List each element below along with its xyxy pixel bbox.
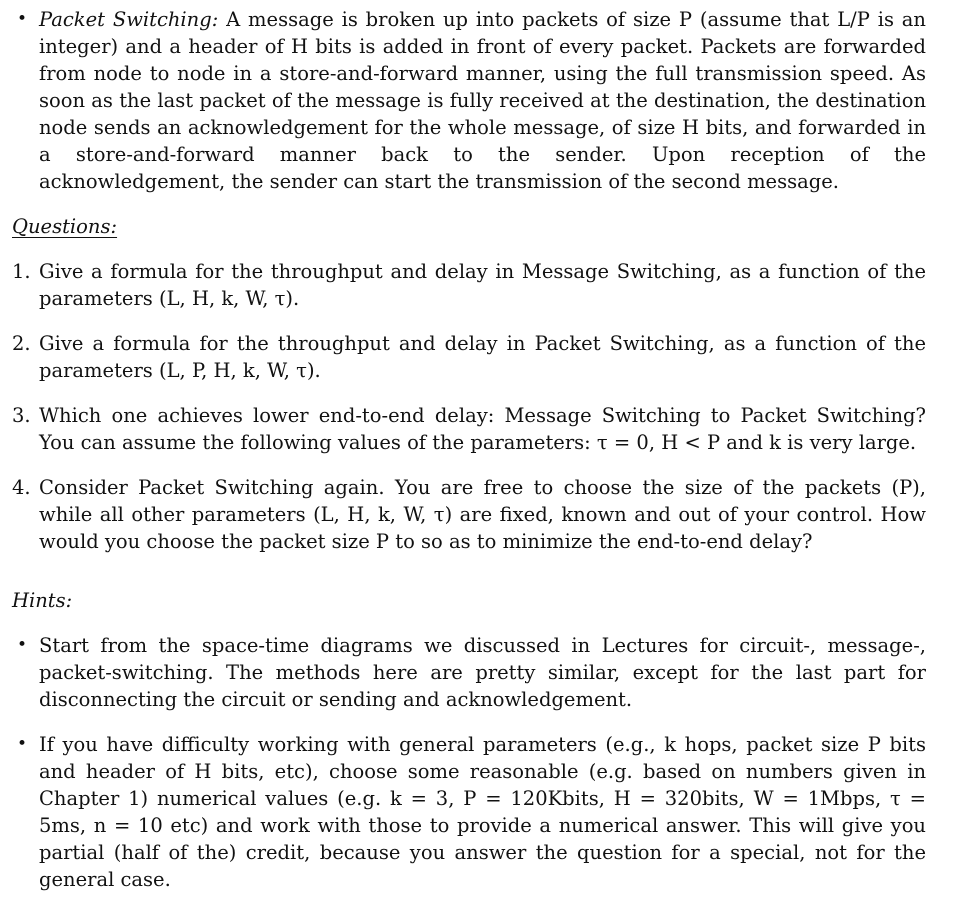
question-number: 1. (12, 260, 31, 283)
question-number: 4. (12, 476, 31, 499)
hint-text: Start from the space-time diagrams we discussed in Lectures for circuit-, message-, packet-switching. The methods here are pretty similar, except for the last part for disconnecting the circuit or sending and acknowledgement. (39, 634, 926, 711)
question-text: Which one achieves lower end-to-end delay: Message Switching to Packet Switching? You can assume the following values of the parameters: τ = 0, H < P and k is very large. (39, 404, 926, 454)
hint-item (12, 632, 926, 713)
question-item (12, 330, 926, 384)
question-item (12, 258, 926, 312)
intro-lead: Packet Switching: (39, 8, 219, 31)
question-item (12, 402, 926, 456)
question-item (12, 474, 926, 555)
question-text: Consider Packet Switching again. You are free to choose the size of the packets (P), while all other parameters (L, H, k, W, τ) are fixed, known and out of your control. How would you choose the packet size P to so as to minimize the end-to-end delay? (39, 476, 926, 553)
bullet-icon: • (16, 734, 28, 754)
bullet-icon: • (16, 635, 28, 655)
intro-paragraph (12, 6, 926, 195)
question-number: 3. (12, 404, 31, 427)
question-number: 2. (12, 332, 31, 355)
questions-heading: Questions: (12, 215, 118, 238)
hints-list (12, 632, 926, 893)
hint-text: If you have difficulty working with general parameters (e.g., k hops, packet size P bits and header of H bits, etc), choose some reasonable (e.g. based on numbers given in Chapter 1) numerical values (e.g. k = 3, P = 120Kbits, H = 320bits, W = 1Mbps, τ = 5ms, n = 10 etc) and work with those to provide a numerical answer. This will give you partial (half of the) credit, because you answer the question for a special, not for the general case. (39, 733, 926, 891)
questions-list (12, 258, 926, 555)
question-text: Give a formula for the throughput and delay in Packet Switching, as a function of the parameters (L, P, H, k, W, τ). (39, 332, 926, 382)
intro-text: A message is broken up into packets of size P (assume that L/P is an integer) and a header of H bits is added in front of every packet. Packets are forwarded from node to node in a store-and-forward manner, using the full transmission speed. As soon as the last packet of the message is fully received at the destination, the destination node sends an acknowledgement for the whole message, of size H bits, and forwarded in a store-and-forward manner back to the sender. Upon reception of the acknowledgement, the sender can start the transmission of the second message. (39, 8, 926, 193)
hint-item (12, 731, 926, 893)
bullet-icon: • (16, 9, 28, 29)
hints-heading: Hints: (12, 589, 73, 612)
question-text: Give a formula for the throughput and delay in Message Switching, as a function of the parameters (L, H, k, W, τ). (39, 260, 926, 310)
